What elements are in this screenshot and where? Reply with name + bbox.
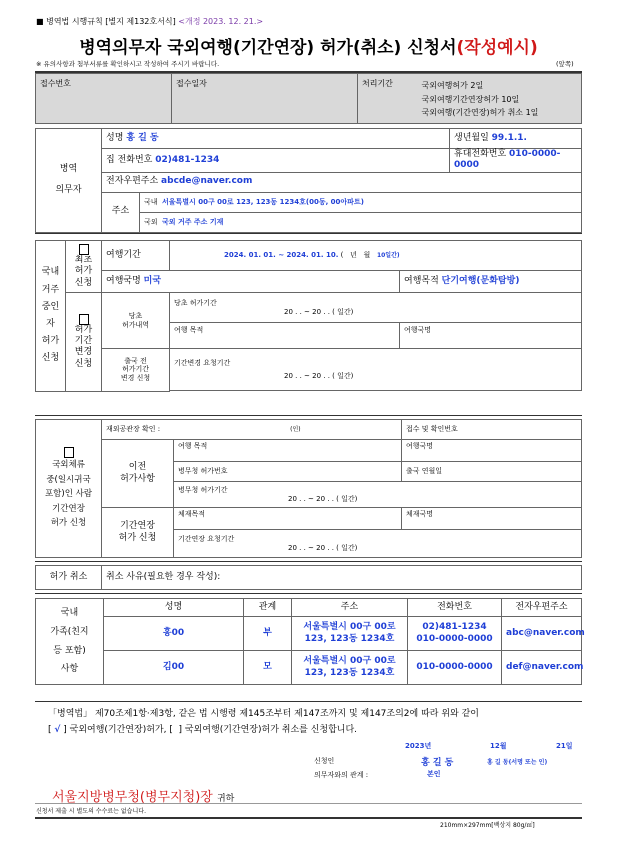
overseas-address-cell[interactable]: 국외 국외 거주 주소 기재 — [140, 212, 582, 232]
receipt-table — [35, 73, 582, 124]
page-side: (앞쪽) — [556, 60, 574, 68]
initial-purpose-cell[interactable]: 여행 목적 — [170, 323, 400, 349]
family-header-address: 주소 — [292, 599, 408, 617]
address-label: 주소 — [102, 192, 140, 232]
family-header-phone: 전화번호 — [408, 599, 502, 617]
applicant-label: 신청인 — [314, 757, 335, 765]
cancel-reason-cell[interactable]: 취소 사유(필요한 경우 작성): — [102, 566, 582, 590]
change-request-cell[interactable]: 기간변경 요청기간 20 . . ~ 20 . . ( 일간) — [170, 349, 582, 391]
period-permit: 국외여행허가 2일 — [421, 81, 484, 90]
initial-country-cell[interactable]: 여행국명 — [400, 323, 582, 349]
ext-request-cell[interactable]: 기간연장 요청기간 20 . . ~ 20 . . ( 일간) — [174, 530, 582, 558]
notice-text: ※ 유의사항과 첨부서류를 확인하시고 작성하여 주시기 바랍니다. — [36, 60, 220, 68]
stay-purpose-cell[interactable]: 체재목적 — [174, 508, 402, 530]
date-month[interactable]: 12월 — [490, 742, 507, 750]
first-permit-label: 최초 허가 신청 — [74, 255, 93, 288]
departure-date-cell[interactable]: 출국 연월일 — [402, 462, 582, 482]
family-header-email: 전자우편주소 — [502, 599, 582, 617]
signature[interactable]: 홍 길 동(서명 또는 인) — [487, 759, 548, 766]
email-cell[interactable]: 전자우편주소 abcde@naver.com — [102, 172, 582, 192]
addressee: 서울지방병무청(병무지청)장 귀하 — [52, 790, 235, 805]
prev-country-cell[interactable]: 여행국명 — [402, 440, 582, 462]
domestic-section-label: 국내 거주 중인 자 허가 신청 — [36, 241, 66, 392]
declaration-line2: [ √ ] 국외여행(기간연장)허가, [ ] 국외여행(기간연장)허가 취소를 신청합니다. — [48, 725, 358, 735]
family-row: 김00 모 서울특별시 00구 00로 123, 123동 1234호 010-0000-0000 def@naver.com — [36, 651, 582, 685]
name-cell[interactable]: 성명 홍 길 동 — [102, 129, 450, 149]
prev-purpose-cell[interactable]: 여행 목적 — [174, 440, 402, 462]
check-mark[interactable]: √ — [54, 725, 61, 735]
cancel-table — [35, 565, 582, 590]
mobile-cell[interactable]: 휴대전화번호 010-0000-0000 — [450, 149, 582, 173]
page-title: 병역의무자 국외여행(기간연장) 허가(취소) 신청서(작성예시) — [79, 38, 538, 58]
form-reference: ■ 병역법 시행규칙 [별지 제132호서식] <개정 2023. 12. 21.> — [36, 17, 264, 26]
applicant-name[interactable]: 홍 길 동 — [421, 758, 454, 768]
period-extension: 국외여행기간연장허가 10일 — [421, 94, 520, 104]
period-label: 여행기간 — [102, 241, 170, 271]
travel-period-cell[interactable]: 2024. 01. 01. ~ 2024. 01. 10. ( 년 월 10일간) — [170, 241, 582, 271]
family-table — [35, 598, 585, 685]
abroad-table — [35, 419, 582, 558]
declaration-line1: 「병역법」 제70조제1항·제3항, 같은 법 시행령 제145조부터 제147조까지 및 제147조의2에 따라 위와 같이 — [48, 709, 479, 719]
family-header-relation: 관계 — [244, 599, 292, 617]
ext-permit-label: 기간연장 허가 신청 — [102, 508, 174, 558]
family-section-label: 국내 가족(친지 등 포함) 사항 — [36, 599, 104, 685]
consul-confirm-cell[interactable]: 재외공관장 확인 : (인) — [102, 420, 402, 440]
abroad-section-label: 국외체류 중(일시귀국 포함)인 사람 기간연장 허가 신청 — [44, 460, 93, 528]
relation-label: 의무자와의 관계 : — [314, 771, 369, 779]
processing-period-label: 처리기간 — [358, 74, 418, 124]
date-year[interactable]: 2023년 — [405, 742, 432, 750]
initial-period-cell[interactable]: 당초 허가기간 20 . . ~ 20 . . ( 일간) — [170, 293, 582, 323]
prev-number-cell[interactable]: 병무청 허가번호 — [174, 462, 402, 482]
paper-spec: 210mm×297mm[백상지 80g/㎡] — [440, 822, 535, 829]
domestic-address-cell[interactable]: 국내 서울특별시 00구 00로 123, 123동 1234호(00동, 00아파트) — [140, 192, 582, 212]
domestic-table — [35, 240, 582, 392]
receipt-date-label: 접수일자 — [172, 74, 358, 124]
prev-permit-label: 이전 허가사항 — [102, 440, 174, 508]
period-cancel: 국외여행(기간연장)허가 취소 1일 — [421, 108, 539, 118]
cancel-label: 허가 취소 — [36, 566, 102, 590]
relation-value[interactable]: 본인 — [427, 770, 441, 778]
family-row: 홍00 부 서울특별시 00구 00로 123, 123동 1234호 02)481-1234 010-0000-0000 abc@naver.com — [36, 617, 582, 651]
initial-permit-label: 당초 허가내역 — [102, 293, 170, 349]
purpose-cell[interactable]: 여행목적 단기여행(문화탐방) — [400, 271, 582, 293]
confirm-number-cell[interactable]: 접수 및 확인번호 — [402, 420, 582, 440]
family-header-name: 성명 — [104, 599, 244, 617]
abroad-checkbox[interactable] — [64, 447, 74, 458]
extension-checkbox[interactable] — [79, 314, 89, 325]
extension-label: 허가 기간 변경 신청 — [74, 324, 93, 369]
pre-departure-label: 출국 전 허가기간 변경 신청 — [102, 349, 170, 392]
applicant-table — [35, 128, 582, 233]
country-cell[interactable]: 여행국명 미국 — [102, 271, 400, 293]
prev-period-cell[interactable]: 병무청 허가기간 20 . . ~ 20 . . ( 일간) — [174, 482, 582, 508]
stay-country-cell[interactable]: 체재국명 — [402, 508, 582, 530]
date-day[interactable]: 21일 — [556, 742, 573, 750]
fee-notice: 신청서 제출 시 별도의 수수료는 없습니다. — [36, 808, 146, 815]
birth-cell[interactable]: 생년월일 99.1.1. — [450, 129, 582, 149]
applicant-section-label: 병역 의무자 — [36, 129, 102, 233]
first-permit-checkbox[interactable] — [79, 244, 89, 255]
receipt-no-label: 접수번호 — [36, 74, 172, 124]
home-phone-cell[interactable]: 집 전화번호 02)481-1234 — [102, 149, 450, 173]
